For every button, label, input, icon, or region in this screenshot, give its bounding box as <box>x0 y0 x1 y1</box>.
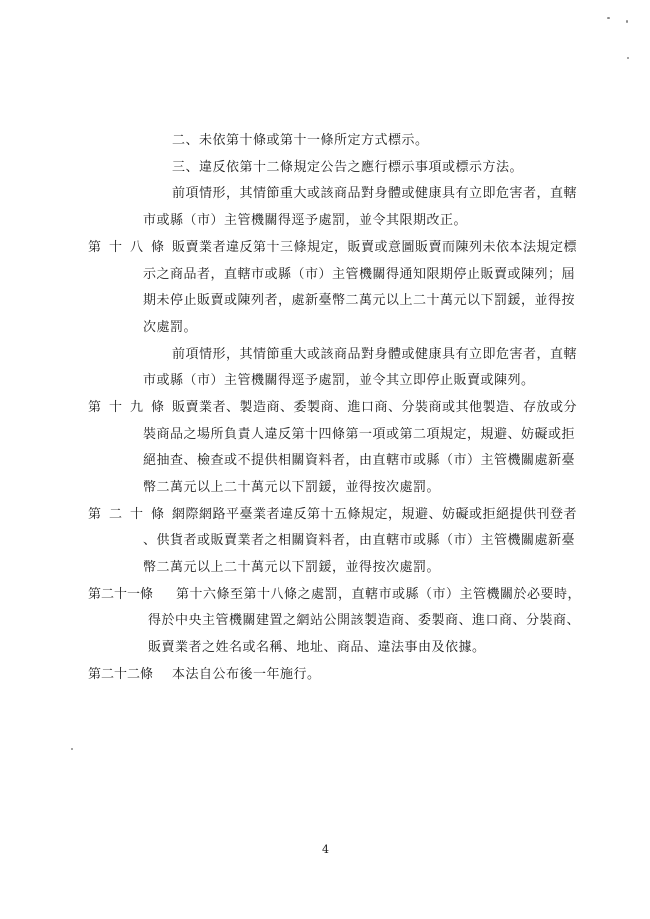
article-18-line: 販賣業者違反第十三條規定，販賣或意圖販賣而陳列未依本法規定標 <box>172 240 578 255</box>
article-20-line: 、供貨者或販賣業者之相關資料者，由直轄市或縣（市）主管機關處新臺 <box>143 533 576 548</box>
article-18-line: 次處罰。 <box>143 320 198 335</box>
article-21-label: 第二十一條 <box>88 587 154 602</box>
item-two: 二、未依第十條或第十一條所定方式標示。 <box>172 133 429 148</box>
article-20-line: 幣二萬元以上二十萬元以下罰鍰，並得按次處罰。 <box>143 560 441 575</box>
article-19-line: 絕抽查、檢查或不提供相關資料者，由直轄市或縣（市）主管機關處新臺 <box>143 453 576 468</box>
paragraph-line: 市或縣（市）主管機關得逕予處罰，並令其限期改正。 <box>143 213 468 228</box>
article-21-line: 第十六條至第十八條之處罰，直轄市或縣（市）主管機關於必要時， <box>176 587 582 602</box>
scan-speck <box>627 57 629 59</box>
item-three: 三、違反依第十二條規定公告之應行標示事項或標示方法。 <box>172 160 524 175</box>
article-21-line: 販賣業者之姓名或名稱、地址、商品、違法事由及依據。 <box>148 640 486 655</box>
article-22-line: 本法自公布後一年施行。 <box>172 667 321 682</box>
article-21-line: 得於中央主管機關建置之網站公開該製造商、委製商、進口商、分裝商、 <box>148 613 581 628</box>
article-20-label: 第二十條 <box>88 507 173 522</box>
article-19-label: 第十九條 <box>88 400 173 415</box>
article-18-para-line: 前項情形，其情節重大或該商品對身體或健康具有立即危害者，直轄 <box>172 347 578 362</box>
article-22-label: 第二十二條 <box>88 667 154 682</box>
article-18-para-line: 市或縣（市）主管機關得逕予處罰，並令其立即停止販賣或陳列。 <box>143 373 535 388</box>
article-20-line: 網際網路平臺業者違反第十五條規定，規避、妨礙或拒絕提供刊登者 <box>172 507 578 522</box>
scan-speck <box>607 17 610 19</box>
article-18-line: 示之商品者，直轄市或縣（市）主管機關得通知限期停止販賣或陳列；屆 <box>143 267 576 282</box>
article-18-line: 期未停止販賣或陳列者，處新臺幣二萬元以上二十萬元以下罰鍰，並得按 <box>143 293 576 308</box>
article-19-line: 裝商品之場所負責人違反第十四條第一項或第二項規定，規避、妨礙或拒 <box>143 427 576 442</box>
paragraph-line: 前項情形，其情節重大或該商品對身體或健康具有立即危害者，直轄 <box>172 186 578 201</box>
scan-speck <box>626 20 628 23</box>
page-number: 4 <box>322 843 329 856</box>
scan-speck <box>71 748 73 750</box>
article-18-label: 第十八條 <box>88 240 173 255</box>
article-19-line: 販賣業者、製造商、委製商、進口商、分裝商或其他製造、存放或分 <box>172 400 578 415</box>
article-19-line: 幣二萬元以上二十萬元以下罰鍰，並得按次處罰。 <box>143 480 441 495</box>
